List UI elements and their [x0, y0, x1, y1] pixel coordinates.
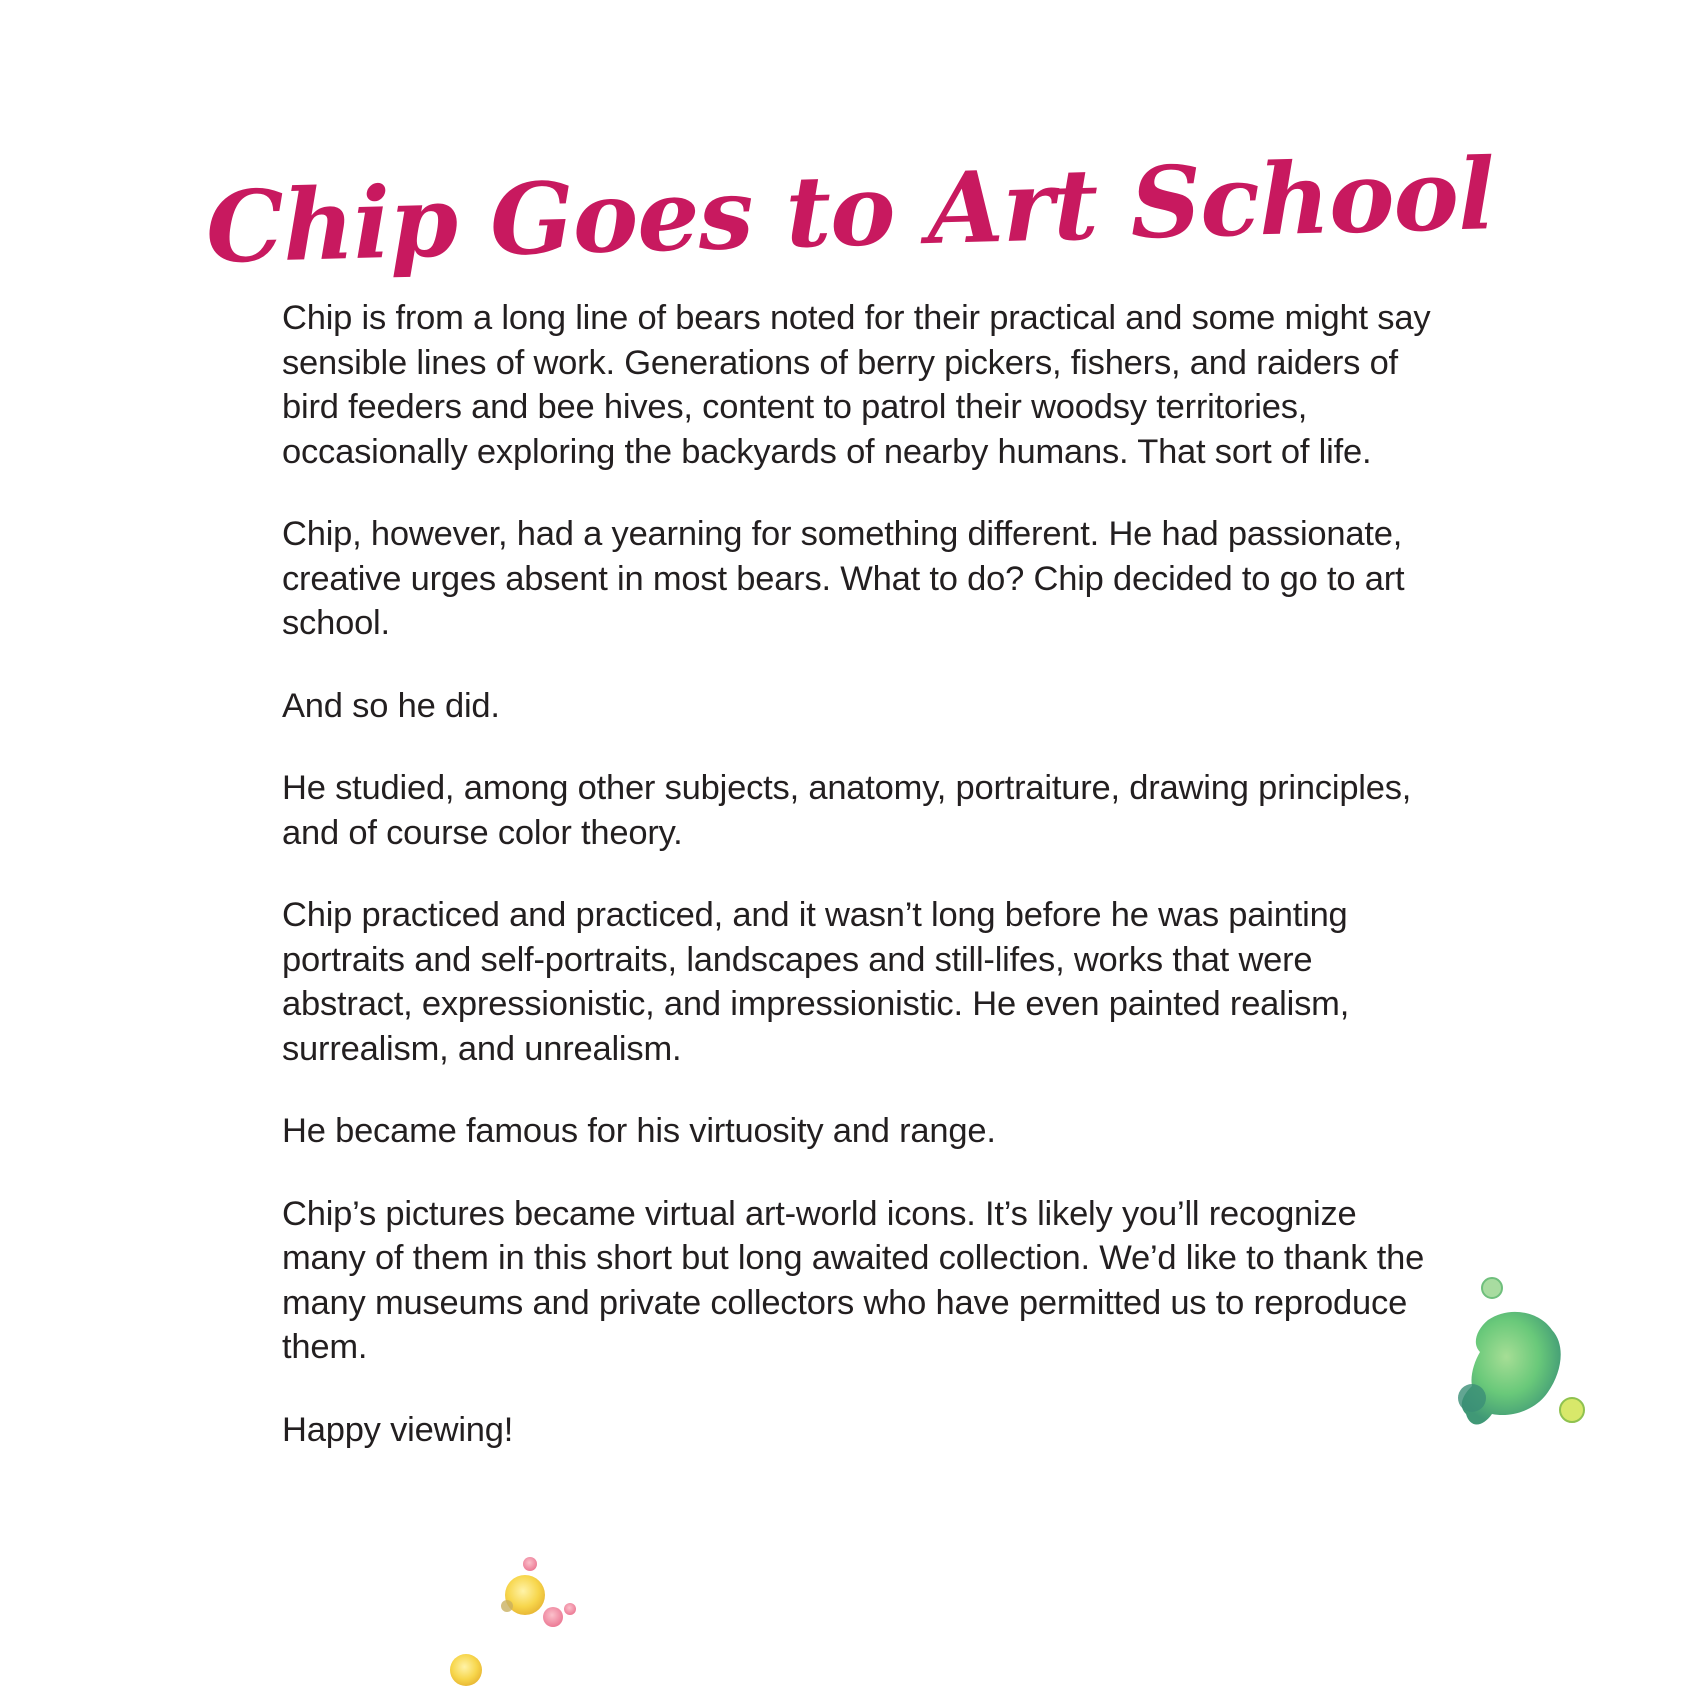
paragraph-6: He became famous for his virtuosity and range. — [282, 1112, 996, 1150]
body-text — [282, 296, 1442, 1490]
paragraph-1: Chip is from a long line of bears noted for their practical and some might say sensible lines of work. Generations of berry pickers, fishers, and raiders of bird feeders and bee hives, content to patrol their woodsy territories, occasionally exploring the backyards of nearby humans. That sort of life. — [282, 299, 1431, 471]
pink-drop-mid — [543, 1607, 563, 1627]
paragraph-8: Happy viewing! — [282, 1410, 514, 1449]
paragraph-4: He studied, among other subjects, anatomy, portraiture, drawing principles, and of course color theory. — [282, 769, 1412, 852]
green-drop-small — [1482, 1278, 1502, 1298]
paragraph-5: Chip practiced and practiced, and it wasn’t long before he was painting portraits and self-portraits, landscapes and still-lifes, works that were abstract, expressionistic, and impressionistic. He even painted realism, surrealism, and unrealism. — [282, 896, 1350, 1068]
green-blob — [1462, 1312, 1561, 1425]
paragraph-2: Chip, however, had a yearning for something different. He had passionate, creative urges absent in most bears. What to do? Chip decided to go to art school. — [282, 515, 1405, 642]
yellow-paint-splash — [450, 1557, 576, 1686]
green-drop-dark — [1458, 1384, 1486, 1412]
pink-drop-small — [564, 1603, 576, 1615]
lime-drop — [1560, 1398, 1584, 1422]
yellow-drop-small — [501, 1600, 513, 1612]
yellow-drop-bottom — [450, 1654, 482, 1686]
page-title: Chip Goes to Art School — [204, 136, 1496, 286]
paragraph-3: And so he did. — [282, 686, 500, 725]
pink-drop-top — [523, 1557, 537, 1571]
yellow-drop-large — [505, 1575, 545, 1615]
green-paint-splash — [1458, 1278, 1584, 1425]
paragraph-7: Chip’s pictures became virtual art-world icons. It’s likely you’ll recognize many of them in this short but long awaited collection. We’d like to thank the many museums and private collectors who have permitted us to reproduce them. — [282, 1194, 1425, 1366]
